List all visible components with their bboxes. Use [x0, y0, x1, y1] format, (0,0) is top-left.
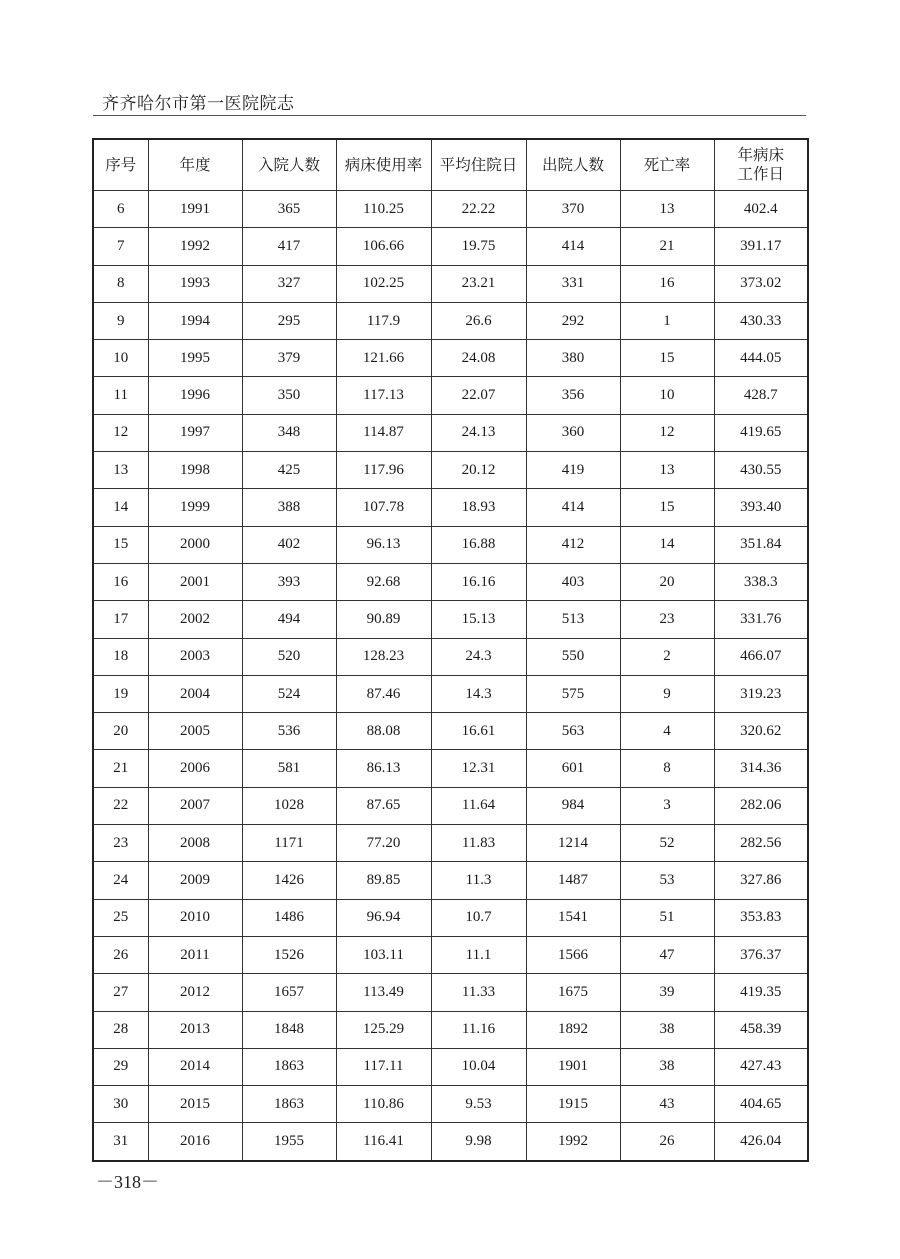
table-cell-avg-stay-days: 16.16	[431, 563, 526, 600]
table-cell-avg-stay-days: 26.6	[431, 302, 526, 339]
table-cell-bed-usage-rate: 87.65	[336, 787, 431, 824]
table-cell-bed-usage-rate: 77.20	[336, 825, 431, 862]
table-cell-admissions: 425	[242, 452, 336, 489]
table-cell-admissions: 365	[242, 191, 336, 228]
running-header	[93, 87, 806, 116]
table-cell-mortality: 9	[620, 675, 714, 712]
table-cell-mortality: 12	[620, 414, 714, 451]
table-cell-year: 1997	[148, 414, 242, 451]
table-cell-bed-usage-rate: 121.66	[336, 340, 431, 377]
table-cell-year: 1995	[148, 340, 242, 377]
table-cell-mortality: 15	[620, 489, 714, 526]
table-cell-bed-work-days: 430.33	[714, 302, 808, 339]
table-cell-discharges: 1541	[526, 899, 620, 936]
table-cell-mortality: 38	[620, 1011, 714, 1048]
table-cell-admissions: 524	[242, 675, 336, 712]
table-cell-avg-stay-days: 16.61	[431, 713, 526, 750]
table-row	[93, 452, 808, 489]
table-row	[93, 1011, 808, 1048]
table-row	[93, 1123, 808, 1161]
table-cell-bed-work-days: 419.65	[714, 414, 808, 451]
table-cell-bed-usage-rate: 86.13	[336, 750, 431, 787]
table-cell-mortality: 51	[620, 899, 714, 936]
table-cell-discharges: 412	[526, 526, 620, 563]
table-cell-mortality: 8	[620, 750, 714, 787]
table-cell-serial-no: 26	[93, 936, 148, 973]
table-cell-admissions: 350	[242, 377, 336, 414]
table-cell-avg-stay-days: 14.3	[431, 675, 526, 712]
table-row	[93, 489, 808, 526]
table-cell-mortality: 26	[620, 1123, 714, 1161]
table-cell-serial-no: 18	[93, 638, 148, 675]
table-cell-discharges: 1901	[526, 1048, 620, 1085]
table-cell-mortality: 1	[620, 302, 714, 339]
table-cell-discharges: 1915	[526, 1086, 620, 1123]
table-cell-mortality: 13	[620, 452, 714, 489]
table-cell-admissions: 1657	[242, 974, 336, 1011]
table-row	[93, 862, 808, 899]
table-row	[93, 265, 808, 302]
table-cell-admissions: 393	[242, 563, 336, 600]
table-cell-bed-usage-rate: 96.94	[336, 899, 431, 936]
table-cell-admissions: 1171	[242, 825, 336, 862]
table-cell-avg-stay-days: 24.13	[431, 414, 526, 451]
table-cell-avg-stay-days: 19.75	[431, 228, 526, 265]
table-cell-bed-work-days: 353.83	[714, 899, 808, 936]
book-title: 齐齐哈尔市第一医院院志	[102, 94, 295, 114]
table-cell-admissions: 536	[242, 713, 336, 750]
table-cell-admissions: 327	[242, 265, 336, 302]
table-cell-mortality: 53	[620, 862, 714, 899]
column-header-mortality: 死亡率	[620, 139, 714, 191]
table-cell-mortality: 47	[620, 936, 714, 973]
table-cell-avg-stay-days: 12.31	[431, 750, 526, 787]
table-cell-year: 2001	[148, 563, 242, 600]
table-cell-serial-no: 24	[93, 862, 148, 899]
table-cell-serial-no: 20	[93, 713, 148, 750]
table-row	[93, 750, 808, 787]
column-header-serial-no: 序号	[93, 139, 148, 191]
table-cell-admissions: 295	[242, 302, 336, 339]
table-cell-discharges: 513	[526, 601, 620, 638]
table-cell-avg-stay-days: 22.07	[431, 377, 526, 414]
table-cell-mortality: 16	[620, 265, 714, 302]
table-row	[93, 377, 808, 414]
table-cell-mortality: 20	[620, 563, 714, 600]
table-cell-mortality: 52	[620, 825, 714, 862]
table-cell-serial-no: 6	[93, 191, 148, 228]
table-cell-bed-work-days: 391.17	[714, 228, 808, 265]
table-cell-bed-work-days: 373.02	[714, 265, 808, 302]
table-cell-discharges: 292	[526, 302, 620, 339]
table-row	[93, 302, 808, 339]
table-cell-year: 2000	[148, 526, 242, 563]
table-row	[93, 526, 808, 563]
table-cell-year: 1998	[148, 452, 242, 489]
table-row	[93, 191, 808, 228]
table-cell-bed-usage-rate: 117.13	[336, 377, 431, 414]
table-row	[93, 563, 808, 600]
table-cell-avg-stay-days: 11.64	[431, 787, 526, 824]
table-cell-discharges: 1992	[526, 1123, 620, 1161]
table-cell-year: 2013	[148, 1011, 242, 1048]
table-row	[93, 638, 808, 675]
table-row	[93, 713, 808, 750]
table-header-row	[93, 139, 808, 191]
table-cell-serial-no: 28	[93, 1011, 148, 1048]
column-header-discharges: 出院人数	[526, 139, 620, 191]
table-cell-bed-work-days: 402.4	[714, 191, 808, 228]
table-cell-serial-no: 7	[93, 228, 148, 265]
table-cell-discharges: 380	[526, 340, 620, 377]
table-cell-serial-no: 22	[93, 787, 148, 824]
table-cell-bed-work-days: 427.43	[714, 1048, 808, 1085]
table-cell-bed-work-days: 393.40	[714, 489, 808, 526]
table-row	[93, 787, 808, 824]
table-cell-bed-work-days: 282.56	[714, 825, 808, 862]
table-cell-avg-stay-days: 10.7	[431, 899, 526, 936]
table-cell-serial-no: 10	[93, 340, 148, 377]
table-cell-serial-no: 13	[93, 452, 148, 489]
table-cell-discharges: 1487	[526, 862, 620, 899]
table-cell-bed-usage-rate: 116.41	[336, 1123, 431, 1161]
table-row	[93, 936, 808, 973]
table-cell-admissions: 402	[242, 526, 336, 563]
table-cell-discharges: 1214	[526, 825, 620, 862]
table-cell-year: 2004	[148, 675, 242, 712]
table-cell-discharges: 331	[526, 265, 620, 302]
column-header-admissions: 入院人数	[242, 139, 336, 191]
table-row	[93, 414, 808, 451]
table-cell-bed-work-days: 327.86	[714, 862, 808, 899]
table-cell-avg-stay-days: 11.3	[431, 862, 526, 899]
table-cell-bed-work-days: 331.76	[714, 601, 808, 638]
column-header-bed-usage-rate: 病床使用率	[336, 139, 431, 191]
table-cell-serial-no: 17	[93, 601, 148, 638]
table-cell-discharges: 1566	[526, 936, 620, 973]
table-cell-mortality: 14	[620, 526, 714, 563]
table-cell-bed-work-days: 320.62	[714, 713, 808, 750]
table-cell-bed-usage-rate: 102.25	[336, 265, 431, 302]
table-cell-discharges: 419	[526, 452, 620, 489]
table-cell-bed-usage-rate: 110.25	[336, 191, 431, 228]
table-cell-serial-no: 31	[93, 1123, 148, 1161]
table-cell-mortality: 21	[620, 228, 714, 265]
table-cell-year: 2012	[148, 974, 242, 1011]
table-cell-avg-stay-days: 11.33	[431, 974, 526, 1011]
table-cell-mortality: 13	[620, 191, 714, 228]
table-cell-serial-no: 16	[93, 563, 148, 600]
table-cell-avg-stay-days: 22.22	[431, 191, 526, 228]
table-cell-mortality: 10	[620, 377, 714, 414]
table-cell-bed-work-days: 314.36	[714, 750, 808, 787]
table-cell-discharges: 403	[526, 563, 620, 600]
table-cell-serial-no: 12	[93, 414, 148, 451]
table-cell-mortality: 15	[620, 340, 714, 377]
table-cell-bed-usage-rate: 113.49	[336, 974, 431, 1011]
table-cell-discharges: 370	[526, 191, 620, 228]
table-cell-admissions: 388	[242, 489, 336, 526]
table-cell-bed-usage-rate: 117.11	[336, 1048, 431, 1085]
hospital-statistics-table	[92, 138, 809, 1162]
table-cell-admissions: 1028	[242, 787, 336, 824]
page-number: －318－	[96, 1172, 159, 1192]
table-cell-discharges: 601	[526, 750, 620, 787]
table-row	[93, 340, 808, 377]
column-header-avg-stay-days: 平均住院日	[431, 139, 526, 191]
table-cell-year: 1992	[148, 228, 242, 265]
table-cell-bed-usage-rate: 90.89	[336, 601, 431, 638]
table-cell-bed-work-days: 404.65	[714, 1086, 808, 1123]
table-row	[93, 601, 808, 638]
table-cell-bed-work-days: 466.07	[714, 638, 808, 675]
table-cell-bed-work-days: 444.05	[714, 340, 808, 377]
table-cell-bed-usage-rate: 128.23	[336, 638, 431, 675]
table-row	[93, 974, 808, 1011]
table-cell-year: 1993	[148, 265, 242, 302]
table-cell-discharges: 1892	[526, 1011, 620, 1048]
table-cell-year: 2011	[148, 936, 242, 973]
table-row	[93, 228, 808, 265]
table-cell-admissions: 379	[242, 340, 336, 377]
table-cell-discharges: 550	[526, 638, 620, 675]
table-cell-avg-stay-days: 9.53	[431, 1086, 526, 1123]
table-cell-discharges: 414	[526, 228, 620, 265]
table-row	[93, 675, 808, 712]
table-cell-bed-work-days: 376.37	[714, 936, 808, 973]
table-cell-year: 2008	[148, 825, 242, 862]
table-cell-serial-no: 19	[93, 675, 148, 712]
table-cell-avg-stay-days: 15.13	[431, 601, 526, 638]
table-cell-bed-usage-rate: 117.9	[336, 302, 431, 339]
table-cell-bed-work-days: 319.23	[714, 675, 808, 712]
table-cell-admissions: 1526	[242, 936, 336, 973]
table-cell-bed-usage-rate: 89.85	[336, 862, 431, 899]
table-cell-avg-stay-days: 11.1	[431, 936, 526, 973]
table-cell-bed-usage-rate: 92.68	[336, 563, 431, 600]
table-cell-bed-work-days: 419.35	[714, 974, 808, 1011]
table-cell-avg-stay-days: 11.16	[431, 1011, 526, 1048]
column-header-year: 年度	[148, 139, 242, 191]
table-cell-discharges: 563	[526, 713, 620, 750]
table-cell-serial-no: 25	[93, 899, 148, 936]
table-cell-avg-stay-days: 23.21	[431, 265, 526, 302]
table-row	[93, 1086, 808, 1123]
table-cell-bed-usage-rate: 106.66	[336, 228, 431, 265]
table-cell-serial-no: 8	[93, 265, 148, 302]
table-row	[93, 1048, 808, 1085]
table-cell-bed-work-days: 458.39	[714, 1011, 808, 1048]
table-cell-mortality: 43	[620, 1086, 714, 1123]
table-cell-bed-usage-rate: 125.29	[336, 1011, 431, 1048]
table-cell-serial-no: 30	[93, 1086, 148, 1123]
table-cell-serial-no: 15	[93, 526, 148, 563]
table-cell-year: 2014	[148, 1048, 242, 1085]
table-cell-avg-stay-days: 24.08	[431, 340, 526, 377]
table-cell-bed-usage-rate: 110.86	[336, 1086, 431, 1123]
table-cell-bed-work-days: 428.7	[714, 377, 808, 414]
table-cell-serial-no: 11	[93, 377, 148, 414]
table-cell-mortality: 23	[620, 601, 714, 638]
table-cell-year: 1994	[148, 302, 242, 339]
table-cell-year: 2005	[148, 713, 242, 750]
table-cell-bed-usage-rate: 87.46	[336, 675, 431, 712]
table-cell-discharges: 1675	[526, 974, 620, 1011]
table-cell-year: 2003	[148, 638, 242, 675]
table-row	[93, 825, 808, 862]
table-body	[93, 191, 808, 1161]
table-cell-bed-work-days: 426.04	[714, 1123, 808, 1161]
table-cell-admissions: 1863	[242, 1048, 336, 1085]
table-cell-year: 2002	[148, 601, 242, 638]
table-cell-year: 2016	[148, 1123, 242, 1161]
table-cell-mortality: 39	[620, 974, 714, 1011]
table-cell-avg-stay-days: 16.88	[431, 526, 526, 563]
table-cell-bed-work-days: 338.3	[714, 563, 808, 600]
table-cell-year: 2006	[148, 750, 242, 787]
table-cell-bed-usage-rate: 117.96	[336, 452, 431, 489]
table-cell-admissions: 520	[242, 638, 336, 675]
table-cell-serial-no: 23	[93, 825, 148, 862]
table-cell-serial-no: 27	[93, 974, 148, 1011]
table-cell-discharges: 575	[526, 675, 620, 712]
table-cell-admissions: 1486	[242, 899, 336, 936]
table-cell-bed-usage-rate: 114.87	[336, 414, 431, 451]
table-cell-avg-stay-days: 20.12	[431, 452, 526, 489]
table-cell-avg-stay-days: 11.83	[431, 825, 526, 862]
table-cell-mortality: 4	[620, 713, 714, 750]
table-cell-serial-no: 29	[93, 1048, 148, 1085]
table-cell-bed-usage-rate: 88.08	[336, 713, 431, 750]
table-cell-admissions: 494	[242, 601, 336, 638]
table-cell-avg-stay-days: 10.04	[431, 1048, 526, 1085]
table-cell-year: 1996	[148, 377, 242, 414]
table-cell-year: 2015	[148, 1086, 242, 1123]
table-cell-discharges: 360	[526, 414, 620, 451]
table-cell-bed-usage-rate: 107.78	[336, 489, 431, 526]
table-cell-admissions: 1863	[242, 1086, 336, 1123]
table-cell-admissions: 348	[242, 414, 336, 451]
table-cell-admissions: 1426	[242, 862, 336, 899]
table-cell-admissions: 1848	[242, 1011, 336, 1048]
table-cell-discharges: 414	[526, 489, 620, 526]
table-cell-year: 1991	[148, 191, 242, 228]
column-header-bed-work-days: 年病床 工作日	[714, 139, 808, 191]
table-cell-mortality: 38	[620, 1048, 714, 1085]
table-cell-avg-stay-days: 24.3	[431, 638, 526, 675]
table-cell-mortality: 3	[620, 787, 714, 824]
table-cell-serial-no: 9	[93, 302, 148, 339]
table-cell-bed-usage-rate: 96.13	[336, 526, 431, 563]
table-cell-bed-work-days: 430.55	[714, 452, 808, 489]
table-cell-admissions: 417	[242, 228, 336, 265]
table-cell-avg-stay-days: 9.98	[431, 1123, 526, 1161]
table-row	[93, 899, 808, 936]
table-cell-discharges: 356	[526, 377, 620, 414]
table-cell-serial-no: 21	[93, 750, 148, 787]
table-cell-bed-work-days: 282.06	[714, 787, 808, 824]
table-cell-year: 2007	[148, 787, 242, 824]
table-cell-bed-work-days: 351.84	[714, 526, 808, 563]
table-cell-year: 2010	[148, 899, 242, 936]
table-cell-year: 2009	[148, 862, 242, 899]
table-cell-admissions: 1955	[242, 1123, 336, 1161]
table-cell-bed-usage-rate: 103.11	[336, 936, 431, 973]
table-cell-avg-stay-days: 18.93	[431, 489, 526, 526]
table-cell-admissions: 581	[242, 750, 336, 787]
table-cell-discharges: 984	[526, 787, 620, 824]
table-cell-mortality: 2	[620, 638, 714, 675]
table-cell-year: 1999	[148, 489, 242, 526]
table-cell-serial-no: 14	[93, 489, 148, 526]
